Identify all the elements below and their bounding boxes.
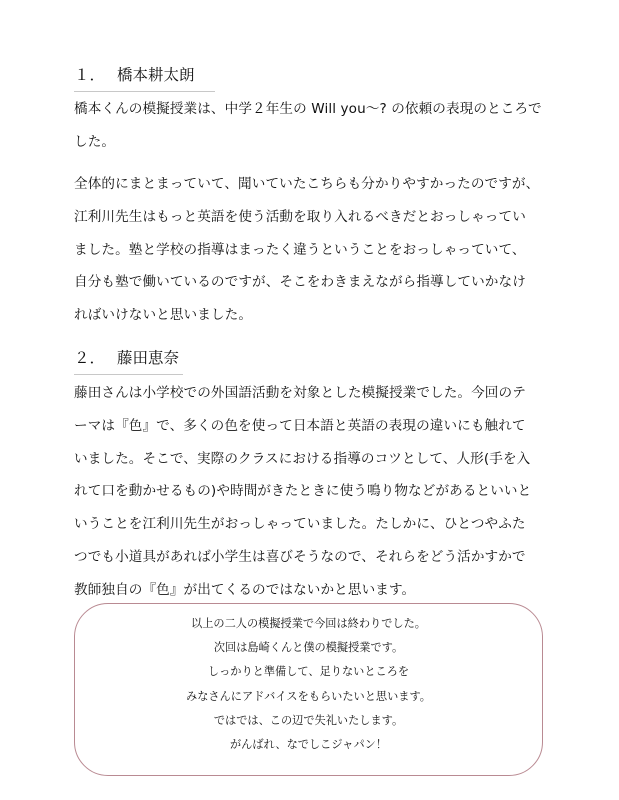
notice-line: 次回は島崎くんと僕の模擬授業です。 bbox=[213, 641, 404, 655]
section-number: ２． bbox=[74, 349, 106, 367]
text-line: ーマは『色』で、多くの色を使って日本語と英語の表現の違いにも触れて bbox=[74, 417, 526, 434]
closing-notice-box bbox=[74, 603, 543, 776]
section-heading-fujita bbox=[74, 347, 183, 375]
text-line: 江利川先生はもっと英語を使う活動を取り入れるべきだとおっしゃってい bbox=[74, 208, 526, 225]
text-line: 橋本くんの模擬授業は、中学２年生の Will you～? の依頼の表現のところで bbox=[74, 101, 542, 117]
notice-line: がんばれ、なでしこジャパン！ bbox=[229, 738, 388, 752]
notice-line: 以上の二人の模擬授業で今回は終わりでした。 bbox=[191, 617, 426, 630]
text-line: 全体的にまとまっていて、聞いていたこちらも分かりやすかったのですが、 bbox=[74, 176, 540, 192]
text-line: 教師独自の『色』が出てくるのではないかと思います。 bbox=[74, 581, 416, 598]
text-line: ました。塾と学校の指導はまったく違うということをおっしゃっていて、 bbox=[74, 241, 526, 258]
paragraph-fujita bbox=[74, 377, 564, 607]
text-line: れて口を動かせるもの)や時間がきたときに使う鳴り物などがあるといいと bbox=[74, 483, 532, 500]
text-line: した。 bbox=[74, 133, 116, 150]
text-line: つでも小道具があれば小学生は喜びそうなので、それらをどう活かすかで bbox=[74, 548, 526, 565]
notice-line: しっかりと準備して、足りないところを bbox=[207, 665, 410, 679]
section-heading-hashimoto bbox=[74, 64, 215, 92]
text-line: 藤田さんは小学校での外国語活動を対象とした模擬授業でした。今回のテ bbox=[74, 385, 526, 401]
notice-line: ではでは、この辺で失礼いたします。 bbox=[213, 713, 404, 727]
text-line: ればいけないと思いました。 bbox=[74, 307, 253, 324]
notice-line: みなさんにアドバイスをもらいたいと思います。 bbox=[186, 689, 431, 703]
text-line: 自分も塾で働いているのですが、そこをわきまえながら指導していかなけ bbox=[74, 274, 526, 291]
text-line: いうことを江利川先生がおっしゃっていました。たしかに、ひとつやふた bbox=[74, 516, 526, 533]
section-name: 藤田恵奈 bbox=[117, 349, 180, 367]
text-line: いました。そこで、実際のクラスにおける指導のコツとして、人形(手を入 bbox=[74, 450, 531, 467]
section-name: 橋本耕太朗 bbox=[117, 66, 195, 84]
paragraph-hashimoto-feedback bbox=[74, 168, 564, 332]
paragraph-hashimoto-intro bbox=[74, 93, 564, 159]
section-number: １． bbox=[74, 66, 106, 84]
